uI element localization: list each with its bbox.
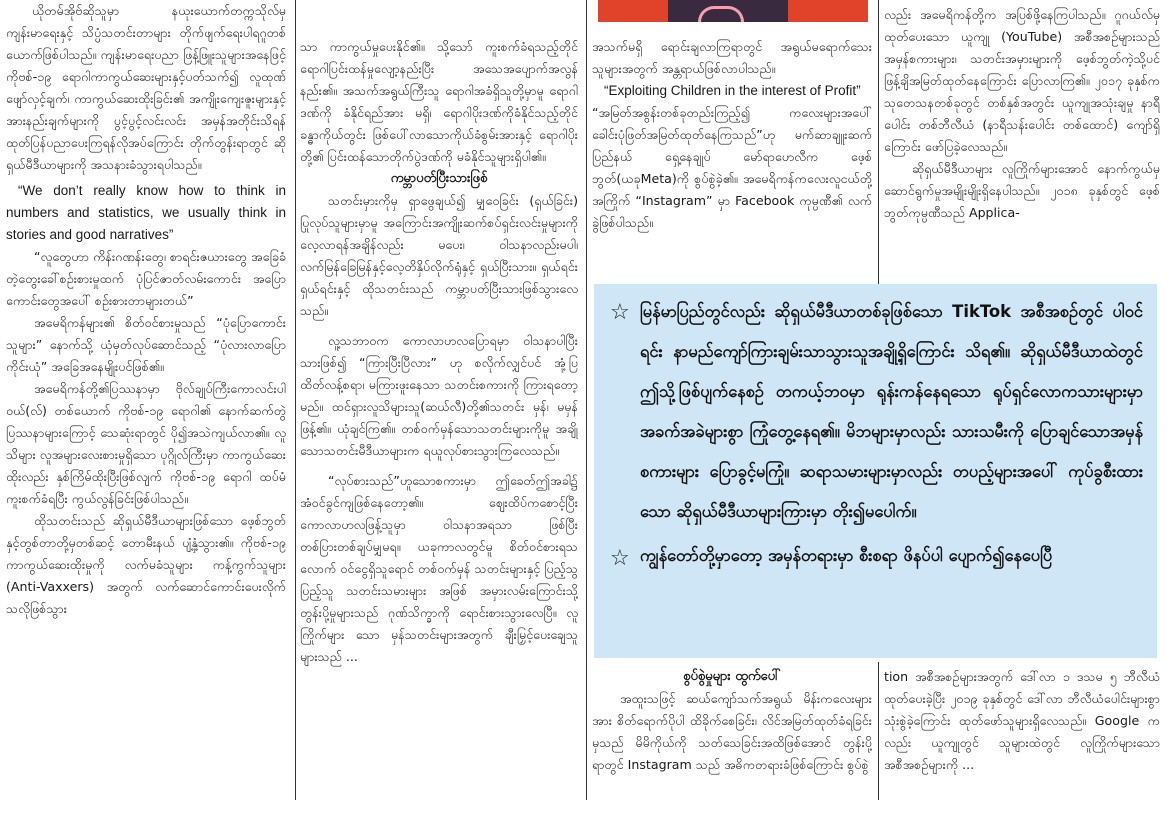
star-icon: ☆ — [610, 546, 630, 571]
english-quote: “Exploiting Children in the interest of Profit” — [604, 83, 861, 98]
section-heading: စွပ်စွဲမှုများ ထွက်ပေါ် — [683, 669, 781, 684]
paragraph: လူ့သဘာဝက ကောလာဟလပြောရမှာ ဝါသနာပါပြီးသားဖြစ်၍ “ကြားပြီးပြီလား” ဟု စလိုက်လျှင်ပင် အုံ့ပြထိတ်လန့်စရာ၊ မကြားဖူးနေသာ သတင်းစကားကို ကြားရတော့မည်။ ထင်ရှားလူသိများသူ(ဆယ်လီ)တို့၏သတင်း မှန်၊ မမှန်ဖြန့်၏။ ယုံချင်ကြ၏။ တစ်ဝက်မှန်သောသတင်းများကိုမူ အချို့သောသတင်းမီဒီယာများက ရယူလုပ်စားသွားကြလေသည်။ — [300, 333, 578, 458]
article-column-1 — [6, 0, 286, 800]
paragraph: ဆိုရှယ်မီဒီယာများ လူကြိုက်များအောင် နောက်ကွယ်မှ ဆောင်ရွက်မှုအမျိုးမျိုးရှိနေပါသည်။ ၂၀၁၈ ခုနှစ်တွင် ဖေ့စ်ဘွတ်ကုမ္ပဏီသည် Applica- — [884, 161, 1160, 220]
paragraph: “လူတွေဟာ ကိန်းဂဏန်းတွေ၊ စာရင်းဇယားတွေ အခြေခံတဲ့တွေးခေါ်စဉ်းစားမှုထက် ပုံပြင်ဇာတ်လမ်းကောင်း အပြောကောင်းတွေအပေါ် စဉ်းစားတာများတယ်” — [6, 249, 286, 308]
section-heading: ကမ္ဘာပတ်ပြီးသားဖြစ် — [390, 171, 488, 186]
paragraph: “အမြတ်အစွန်းတစ်ခုတည်းကြည့်၍ ကလေးများအပေါ် ခေါင်းပုံဖြတ်အမြတ်ထုတ်နေကြသည်”ဟု မက်ဆာချူးဆက်ပြည်နယ် ရှေ့နေချုပ် မော်ရာဟေလီက ဖေ့စ်ဘွတ်(ယခုMeta)ကို စွပ်စွဲခဲ့၏။ အမေရိကန်ကလေးလူငယ်တို့အကြိုက် “Instagram” မှာ Facebook ကုမ္ပဏီ၏ လက်ခွဲဖြစ်ပါသည်။ — [592, 105, 872, 230]
paragraph: လည်း အမေရိကန်တို့က အပြစ်ဖို့နေကြပါသည်။ ဂူဂယ်လ်မှ ထုတ်ပေးသော ယူကျု (YouTube) အစီအစဉ်များသည် အမှန်စကားများ၊ သတင်းအမှားများကို ဖေ့စ်ဘွတ်ကဲ့သို့ပင် ဖြန့်ချိအမြတ်ထုတ်နေကြောင်း ပြောလာကြ၏။ ၂၀၁၇ ခုနှစ်က သုတေသနတစ်ခုတွင် တစ်နှစ်အတွင်း ယူကျုအသုံးချမှု နာရီ ပေါင်း တစ်ဘီလီယံ (နာရီသန်းပေါင်း တစ်ထောင်) ကျော်ရှိကြောင်း ဖော်ပြခဲ့လေသည်။ — [884, 7, 1160, 154]
article-column-3 — [592, 36, 872, 272]
article-photo — [598, 0, 868, 22]
paragraph: tion အစီအစဉ်များအတွက် ဒေါ်လာ ၁ ဒသမ ၅ ဘီလီယံထုတ်ပေးခဲ့ပြီး ၂၀၁၉ ခုနှစ်တွင် ဒေါ်လာ ဘီလီယံပေါင်းများစွာ သုံးစွဲခဲ့ကြောင်း ထုတ်ဖော်သူများရှိလေသည်။ Google ကလည်း ယူကျုတွင် သူများထဲတွင် လူကြိုက်များသော အစီအစဉ်များကို ... — [884, 669, 1160, 772]
photo-shape — [698, 6, 744, 22]
column-divider — [878, 662, 879, 800]
paragraph: သတင်းမှားကိုမှ ရှာဖွေချယ်၍ မျှဝေခြင်း (ရှယ်ခြင်း) ပြုလုပ်သူများမှာမူ အကြောင်းအကျိုးဆက်စပ်ရှင်းလင်းမှုများကို လေ့လာရန်အချိန်လည်း မပေး၊ ဝါသနာလည်းမပါ၊ လက်မြန်ခြေမြန်နှင့်လေ့တိနှိပ်လိုက်ရုံနှင့် ရှယ်ပြီးသား။ ရှယ်ရင်းရှယ်ရင်းနှင့် ထိုသတင်းသည် ကမ္ဘာပတ်ပြီးသားဖြစ်သွားလေသည်။ — [300, 193, 578, 318]
article-column-2 — [300, 36, 578, 836]
paragraph: “လုပ်စားသည်”ဟူသောစကားမှာ ဤခေတ်ဤအခါ၌ အံဝင်ခွင်ကျဖြစ်နေတော့၏။ ဈေးထိပ်ကစောင့်ပြီး ကောလာဟလဖြန့်သူမှာ ဝါသနာအရသာ ဖြစ်ပြီး တစ်ပြားတစ်ချပ်မျှမရ။ ယခုကာလတွင်မူ စိတ်ဝင်စားရသလောက် ဝင်ငွေရှိသူရောင် တစ်ဝက်မှန် သတင်းများနှင့် ပြည့်သွပြည့်သူ သတင်းသမားများ အဖြစ် အမှားလမ်းကြောင်းသို့ တွန်းပို့မှုများသည် ဂုဏ်သိက္ခာကို ရောင်းစားသွားလေပြီ။ လူကြိုက်များ သော မှန်သတင်းများအတွက် ချီးမြှင့်ပေးချေသူ များသည် ... — [300, 473, 578, 664]
paragraph: ယိုတမ်အိုဗ်ဆိုသူမှာ နယုးယောက်တက္ကသိုလ်မှ ကျန်းမာရေးနှင့် သိပ္ပံသတင်းတာများ တိုက်ဖျက်ရေးပါရဂူတစ်ယောက်ဖြစ်ပါသည်။ ကျန်းမာရေးပညာ ဖြန့်ဖြူးသူများအနေဖြင့် ကိုဗစ်-၁၉ ရောဂါကာကွယ်ဆေးများနှင့်ပတ်သက်၍ လူထုဏ်ဖျော်လှင့်ချက်၊ ကာကွယ်ဆေးထိုးခြင်း၏ အကျိုးကျေးဇူးများနှင့် အားနည်းချက်များကို ပွင့်ပွင့်လင်းလင်း အမှန်အတိုင်းသိရန် ထုတ်ပြန်ပညာပေးကြရန်လိုအပ်ကြောင်း တိုက်တွန်းရာတွင် ဆိုရှယ်မီဒီယာများကို အသနားခံသွားရပါသည်။ — [6, 3, 286, 172]
callout-item — [610, 292, 1143, 532]
paragraph: အသက်မရှိ ရောင်းချလာကြရာတွင် အရွယ်မရောက်သေးသူများအတွက် အန္တရာယ်ဖြစ်လာပါသည်။ — [592, 39, 872, 76]
article-column-4 — [884, 4, 1160, 274]
english-quote: “We don’t really know how to think in numbers and statistics, we usually think in stories and good narratives” — [6, 183, 286, 242]
callout-text: မြန်မာပြည်တွင်လည်း ဆိုရှယ်မီဒီယာတစ်ခုဖြစ်သော TikTok အစီအစဉ်တွင် ပါဝင်ရင်း နာမည်ကျော်ကြားချမ်းသာသွားသူအချို့ရှိကြောင်း သိရ၏။ ဆိုရှယ်မီဒီယာထဲတွင် ဤသို့ဖြစ်ပျက်နေစဉ် တကယ့်ဘဝမှာ ရုန်းကန်နေရသော ရုပ်ရှင်လောကသားများမှာ အခက်အခဲများစွာ ကြုံတွေ့နေရ၏။ မိဘများမှာလည်း သားသမီးကို ပြောချင်သောအမှန်စကားများ ပြောခွင့်မကြုံ။ ဆရာသမားများမှာလည်း တပည့်များအပေါ် ကုပ်ခွစီးထားသော ဆိုရှယ်မီဒီယာများကြားမှာ တိုး၍မပေါက်။ — [640, 302, 1143, 521]
highlight-callout — [594, 284, 1157, 658]
paragraph: သာ ကာကွယ်မှုပေးနိုင်၏။ သို့သော် ကူးစက်ခံရသည့်တိုင် ရောဂါပြင်းထန်မှုလျော့နည်းပြီး အသေအပျောက်အလွန်နည်း၏။ အသက်အရွယ်ကြီးသူ ရောဂါအခံရှိသူတို့မှာမူ ရောဂါဒဏ်ကို ခံနိုင်ရည်အား မရှိ၊ ရောဂါပိုးဒဏ်ကိုခံနိုင်သည့်တိုင် ခန္ဓာကိုယ်တွင်း ဖြစ်ပေါ်လာသောကိုယ်ခံစွမ်းအားနှင့် ရောဂါပိုးတို့၏ ပြင်းထန်သောတိုက်ပွဲဒဏ်ကို မခံနိုင်သူများရှိပါ၏။ — [300, 39, 578, 164]
paragraph: အထူးသဖြင့် ဆယ်ကျော်သက်အရွယ် မိန်းကလေးများအား စိတ်ရောက်ပိုပါ ထိခိုက်စေခြင်း၊ လိင်အမြတ်ထုတ်ခံရခြင်းမှသည် မိမိကိုယ်ကို သတ်သေခြင်းအထိဖြစ်အောင် တွန်းပို့ရာတွင် Instagram သည် အဓိကတရားခံဖြစ်ကြောင်း စွပ်စွဲ — [592, 691, 872, 772]
article-column-4-lower — [884, 666, 1160, 800]
column-divider — [295, 0, 296, 800]
paragraph: အမေရိကန်တို့၏ပြဿနာမှာ ဗိုလ်ချုပ်ကြီးကောလင်းပါဝယ်(လ်) တစ်ယောက် ကိုဗစ်-၁၉ ရောဂါ၏ နောက်ဆက်တွဲပြဿနာများကြောင့် သေဆုံးရာတွင် ပို၍အသဲကျယ်လာ၏။ လူသိများ လူအများလေးစားမှုရှိသော ပုဂ္ဂိုလ်ကြီးမှာ ကာကွယ်ဆေးထိုးလည်း နှစ်ကြိမ်ထိုးပြီးဖြစ်လျက် ကိုဗစ်-၁၉ ရောဂါ ထပ်မံကူးစက်ခံရပြီး ကွယ်လွန်ခြင်းဖြစ်ပါသည်။ — [6, 381, 286, 506]
paragraph: အမေရိကန်များ၏ စိတ်ဝင်စားမှုသည် “ပုံပြောကောင်းသူများ” နောက်သို့ ယုံမှတ်လုပ်ဆောင်သည့် “ပုံလားလာပြောကိုင်းယုံ” အခြေအနေမျိုးပင်ဖြစ်၏။ — [6, 315, 286, 374]
column-divider — [878, 0, 879, 284]
paragraph: ထိုသတင်းသည် ဆိုရှယ်မီဒီယာများဖြစ်သော ဖေ့စ်ဘွတ်နှင့်တွစ်တာတို့မှတစ်ဆင့် တောမီးနယ် ပျံ့နှံ့သွား၏။ ကိုဗစ်-၁၉ ကာကွယ်ဆေးထိုးမှုကို လက်မခံသူများ ကန့်ကွက်သူများ (Anti-Vaxxers) အတွက် လက်ဆောင်ကောင်းပေးလိုက်သလိုဖြစ်သွား — [6, 513, 286, 616]
callout-item — [610, 538, 1143, 578]
column-divider — [586, 0, 587, 800]
callout-text: ကျွန်တော်တို့မှာတော့ အမှန်တရားမှာ စီးစရာ ဖိနပ်ပါ ပျောက်၍နေပေပြီ — [640, 546, 1053, 565]
star-icon: ☆ — [610, 300, 630, 325]
article-column-3-lower — [592, 666, 872, 800]
